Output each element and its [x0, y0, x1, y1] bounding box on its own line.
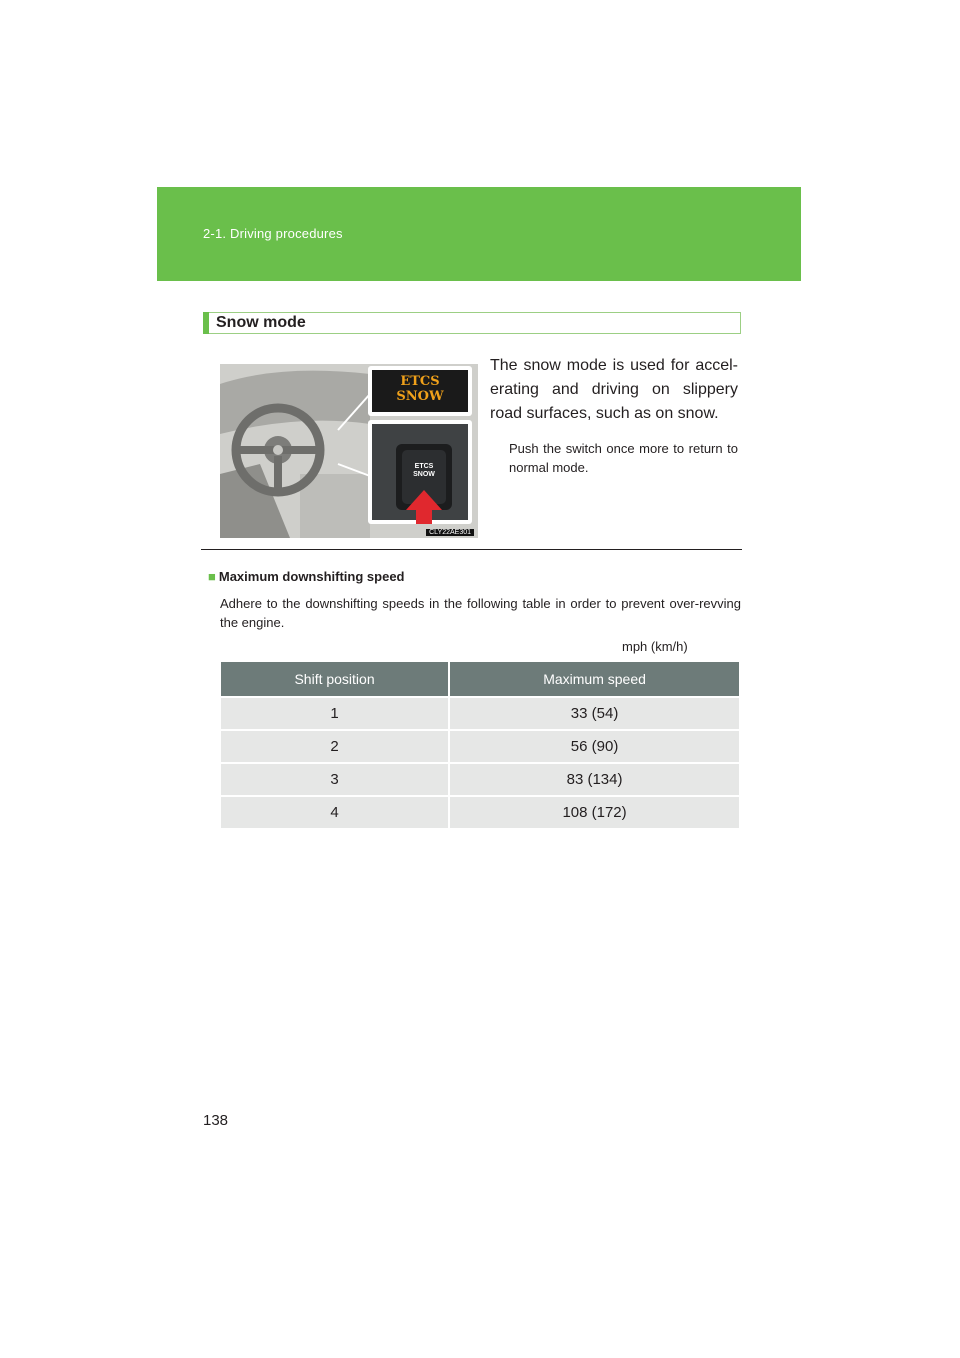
table-row	[221, 730, 739, 763]
section-body: The snow mode is used for accel-erating and driving on slippery road surfaces, such as on snow.	[490, 357, 738, 422]
section-heading-text: Snow mode	[216, 314, 306, 331]
chapter-title: 2-1. Driving procedures	[203, 226, 343, 241]
table-cell: 2	[221, 730, 449, 763]
square-bullet-icon: ■	[208, 569, 216, 584]
units-label: mph (km/h)	[622, 639, 688, 654]
table-cell: 4	[221, 796, 449, 828]
divider	[201, 549, 742, 550]
table-cell: 83 (134)	[449, 763, 739, 796]
table-header-row	[221, 662, 739, 697]
table-cell: 1	[221, 697, 449, 730]
figure-code: CLY22AE301	[426, 529, 474, 536]
indicator-label: ETCS SNOW	[396, 374, 444, 404]
switch-label: ETCS SNOW	[413, 463, 435, 478]
downshift-speed-table	[221, 662, 739, 828]
table-cell: 3	[221, 763, 449, 796]
page-number: 138	[203, 1112, 229, 1129]
table-row	[221, 697, 739, 730]
note-heading	[208, 569, 404, 584]
table-cell: 56 (90)	[449, 730, 739, 763]
section-heading-accent	[203, 312, 209, 334]
table-row	[221, 796, 739, 828]
table-cell: 33 (54)	[449, 697, 739, 730]
table-cell: 108 (172)	[449, 796, 739, 828]
column-header: Maximum speed	[449, 662, 739, 697]
section-heading	[203, 312, 741, 334]
table-row	[221, 763, 739, 796]
snow-mode-illustration	[220, 364, 478, 538]
note-heading-text: Maximum downshifting speed	[218, 569, 405, 584]
column-header: Shift position	[221, 662, 449, 697]
section-sub-instruction: Push the switch once more to return to normal mode.	[509, 441, 738, 475]
note-body: Adhere to the downshifting speeds in the following table in order to prevent over-revving the engine.	[220, 596, 741, 630]
